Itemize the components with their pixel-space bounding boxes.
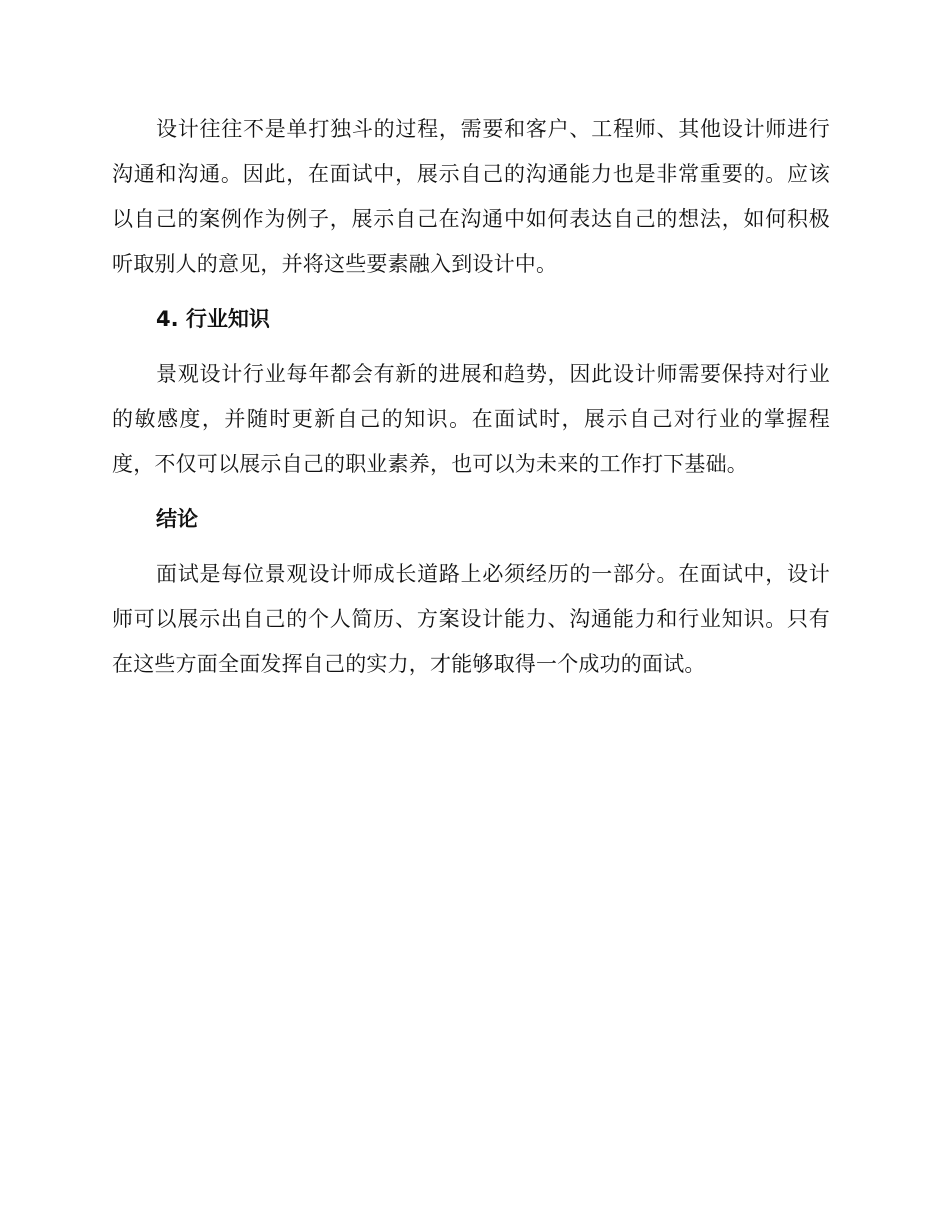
paragraph-communication: 设计往往不是单打独斗的过程，需要和客户、工程师、其他设计师进行沟通和沟通。因此，在面试中，展示自己的沟通能力也是非常重要的。应该以自己的案例作为例子，展示自己在沟通中如何表达自己的想法，如何积极听取别人的意见，并将这些要素融入到设计中。 [112, 117, 830, 276]
paragraph-industry-knowledge: 景观设计行业每年都会有新的进展和趋势，因此设计师需要保持对行业的敏感度，并随时更新自己的知识。在面试时，展示自己对行业的掌握程度，不仅可以展示自己的职业素养，也可以为未来的工作打下基础。 [112, 362, 830, 476]
section-heading-conclusion: 结论 [156, 507, 198, 531]
paragraph-conclusion: 面试是每位景观设计师成长道路上必须经历的一部分。在面试中，设计师可以展示出自己的个人简历、方案设计能力、沟通能力和行业知识。只有在这些方面全面发挥自己的实力，才能够取得一个成功的面试。 [112, 562, 830, 676]
section-heading-industry-knowledge: 4. 行业知识 [156, 307, 270, 331]
